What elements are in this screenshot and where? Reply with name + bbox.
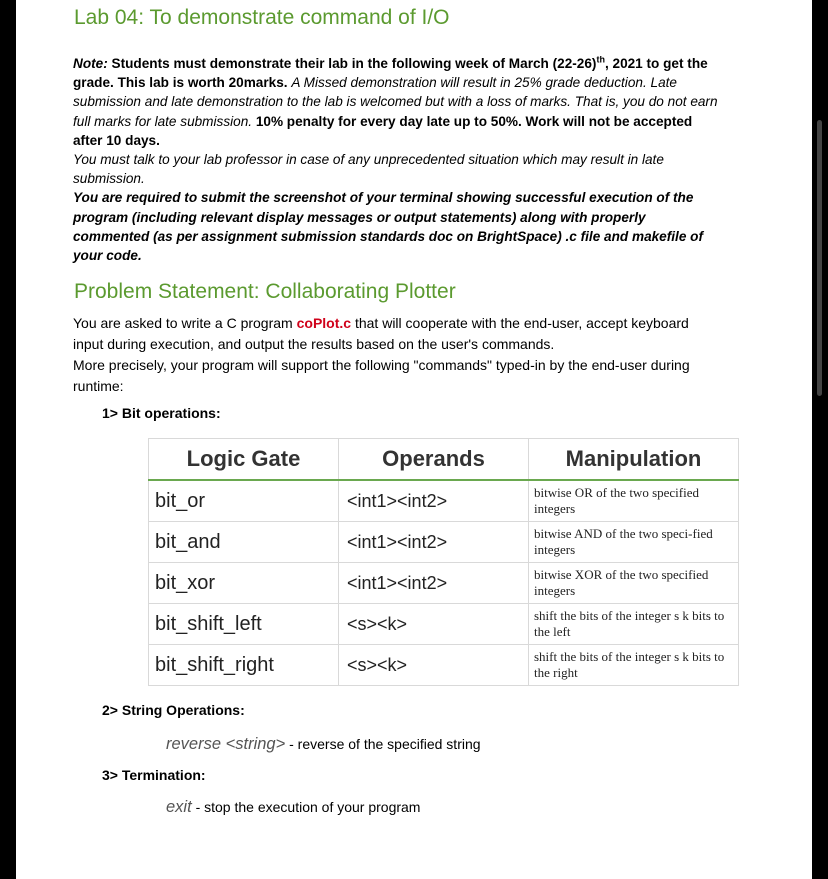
header-operands: Operands — [339, 439, 529, 481]
note-sentence-1: Students must demonstrate their lab in the following week of March (22-26) — [111, 56, 597, 71]
bit-ops-table — [148, 438, 739, 686]
operands-cell: <s><k> — [339, 604, 529, 645]
note-block — [73, 54, 725, 265]
note-sentence-1-end: , 2021 to get the grade. This lab is worth 20marks. — [73, 56, 708, 91]
manipulation-cell: shift the bits of the integer s k bits to the left — [529, 604, 739, 645]
operands-cell: <int1><int2> — [339, 522, 529, 563]
reverse-command-line — [166, 735, 481, 754]
table-row — [149, 604, 739, 645]
exit-command-line — [166, 798, 420, 817]
termination-heading: 3> Termination: — [102, 767, 206, 783]
exit-command: exit — [166, 798, 192, 816]
gate-cell: bit_xor — [149, 563, 339, 604]
manipulation-cell: shift the bits of the integer s k bits to the right — [529, 645, 739, 686]
note-label: Note: — [73, 56, 108, 71]
note-sup: th — [596, 54, 605, 65]
table-header-row — [149, 439, 739, 481]
problem-heading: Problem Statement: Collaborating Plotter — [74, 280, 456, 303]
operands-cell: <int1><int2> — [339, 480, 529, 522]
reverse-description: - reverse of the specified string — [285, 736, 481, 752]
gate-cell: bit_or — [149, 480, 339, 522]
problem-paragraph-2: More precisely, your program will support the following "commands" typed-in by the end-user during runtime: — [73, 357, 690, 394]
table-row — [149, 563, 739, 604]
note-paragraph-2: You must talk to your lab professor in case of any unprecedented situation which may result in late submission. — [73, 152, 664, 187]
bit-ops-heading: 1> Bit operations: — [102, 405, 221, 421]
header-logic-gate: Logic Gate — [149, 439, 339, 481]
problem-paragraph-1 — [73, 313, 713, 355]
header-manipulation: Manipulation — [529, 439, 739, 481]
gate-cell: bit_shift_left — [149, 604, 339, 645]
manipulation-cell: bitwise AND of the two speci-fied integers — [529, 522, 739, 563]
problem-p1-a: You are asked to write a C program — [73, 315, 297, 331]
program-name: coPlot.c — [296, 315, 352, 331]
table-row — [149, 480, 739, 522]
manipulation-cell: bitwise OR of the two specified integers — [529, 480, 739, 522]
gate-cell: bit_shift_right — [149, 645, 339, 686]
note-paragraph — [73, 54, 725, 150]
exit-description: - stop the execution of your program — [191, 799, 421, 815]
gate-cell: bit_and — [149, 522, 339, 563]
note-paragraph-3: You are required to submit the screenshot of your terminal showing successful execution of the program (including relevant display messages or output statements) along with properly commented (as per assignment submission standards doc on BrightSpace) .c file and makefile of your code. — [73, 190, 703, 264]
table-row — [149, 645, 739, 686]
table-row — [149, 522, 739, 563]
problem-p1-b: that will cooperate with the end-user, accept keyboard input during execution, and output the results based on the user's commands. — [73, 315, 689, 352]
manipulation-cell: bitwise XOR of the two specified integers — [529, 563, 739, 604]
operands-cell: <int1><int2> — [339, 563, 529, 604]
lab-title: Lab 04: To demonstrate command of I/O — [74, 6, 450, 29]
reverse-command: reverse <string> — [166, 735, 286, 753]
operands-cell: <s><k> — [339, 645, 529, 686]
note-sentence-3: 10% penalty for every day late up to 50%. Work will not be accepted after 10 days. — [73, 113, 693, 148]
string-ops-heading: 2> String Operations: — [102, 702, 245, 718]
scrollbar-thumb[interactable] — [817, 120, 822, 396]
problem-text — [73, 313, 713, 397]
note-sentence-2: A Missed demonstration will result in 25% grade deduction. Late submission and late demonstration to the lab is welcomed but with a loss of marks. That is, you do not earn full marks for late submission. — [73, 75, 718, 129]
